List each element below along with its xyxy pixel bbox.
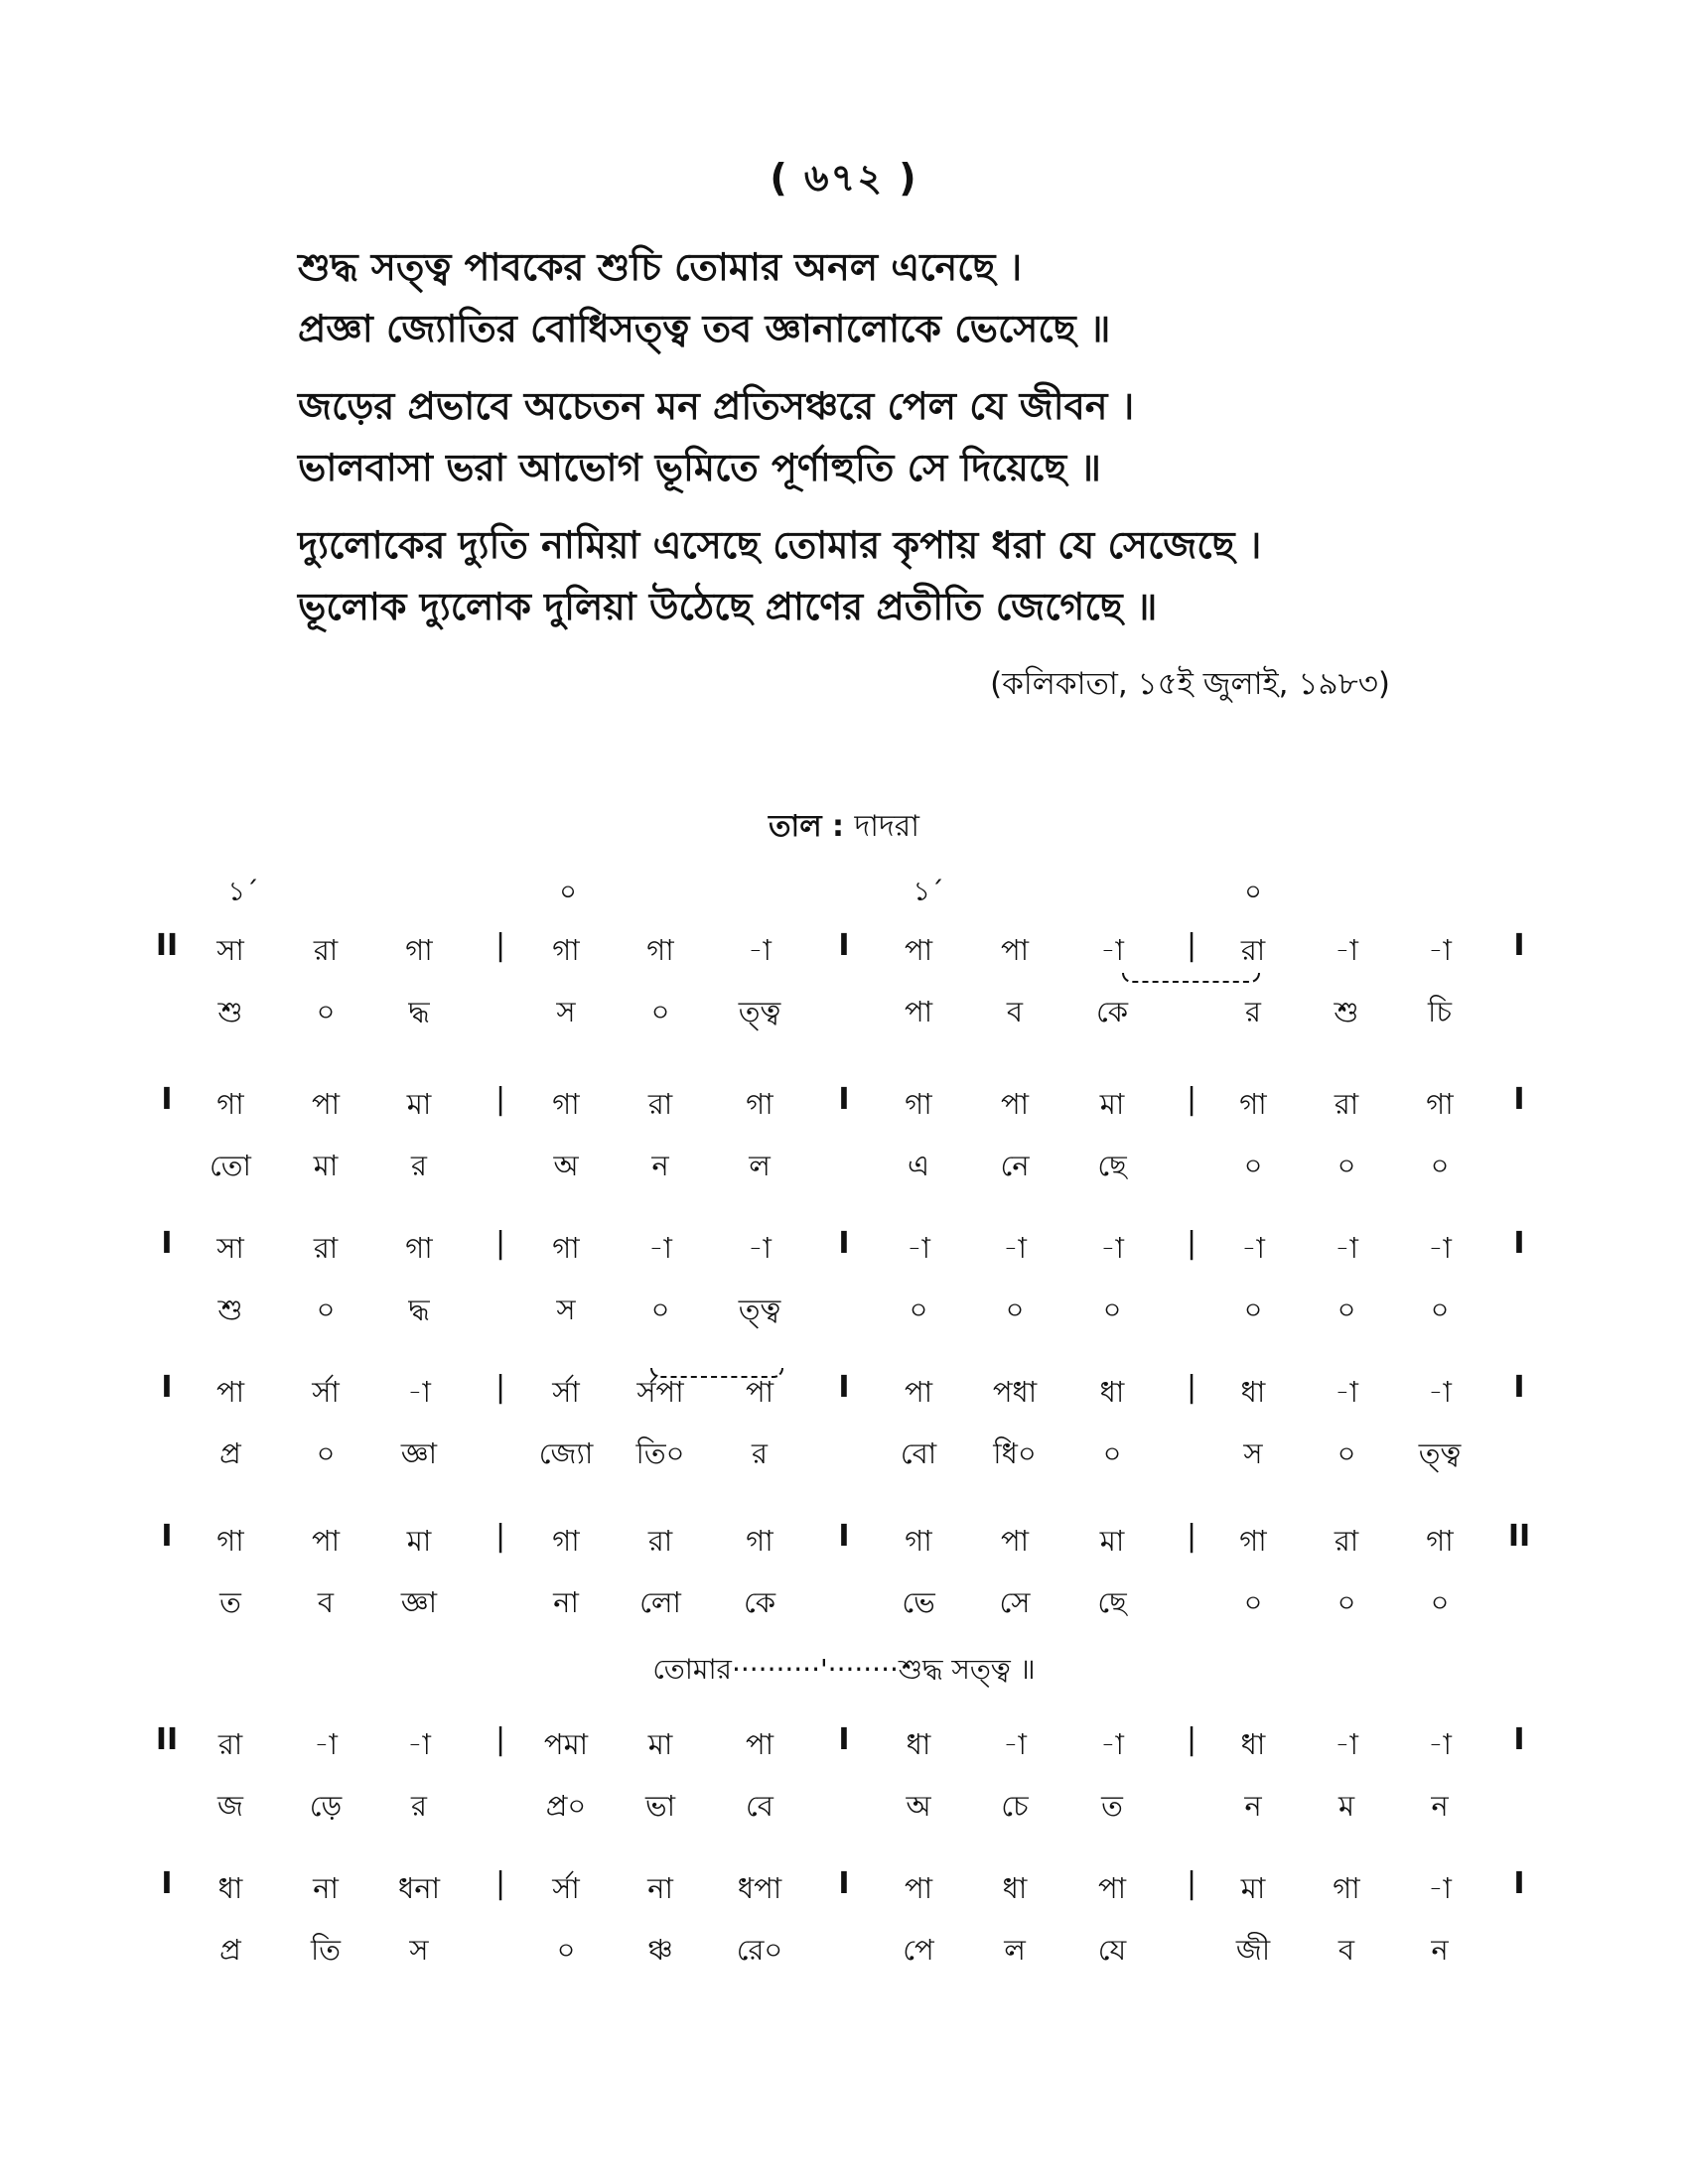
lyric-syllable: ০ [1336, 1436, 1356, 1470]
slur-mark [650, 1368, 783, 1378]
swara-note: -া [1335, 1727, 1358, 1761]
measure-bar: I [838, 1082, 850, 1117]
lyric-syllable: র [1245, 995, 1261, 1028]
swara-note: পা [215, 1375, 245, 1409]
swara-note: গা [746, 1087, 774, 1121]
swara-note: মা [1099, 1087, 1125, 1121]
swara-note: পা [745, 1375, 774, 1409]
swara-note: ধা [906, 1727, 931, 1761]
lyric-syllable: ন [1431, 1789, 1449, 1823]
swara-note: র্সা [312, 1375, 340, 1409]
swara-note: -া [1003, 1231, 1027, 1265]
lyric-syllable: ০ [1102, 1436, 1122, 1470]
lyric-syllable: ০ [1243, 1149, 1263, 1182]
lyric-syllable: বে [746, 1789, 774, 1823]
swara-note: -া [1335, 1375, 1358, 1409]
swara-note: সা [216, 933, 244, 967]
lyric-syllable: ত্ত্ব [738, 995, 781, 1028]
lyric-syllable: ত [1101, 1789, 1123, 1823]
beat-divider: | [494, 928, 506, 963]
swara-note: -া [648, 1231, 672, 1265]
measure-bar: I [838, 1722, 850, 1757]
swara-note: পা [1000, 933, 1030, 967]
lyric-syllable: অ [906, 1789, 931, 1823]
swara-note: র্সা [552, 1375, 580, 1409]
swara-note: পা [1097, 1871, 1127, 1905]
lyric-syllable: স [409, 1933, 429, 1967]
lyric-syllable: র [752, 1436, 768, 1470]
lyric-syllable: ম [1337, 1789, 1355, 1823]
beat-mark: ১´ [227, 877, 259, 907]
row-end-bar: I [1513, 1866, 1525, 1901]
lyric-syllable: ০ [1243, 1293, 1263, 1326]
swara-note: গা [746, 1524, 774, 1558]
lyric-syllable: ব [1337, 1933, 1355, 1967]
swara-note: পা [1000, 1087, 1030, 1121]
lyric-line: প্রজ্ঞা জ্যোতির বোধিসত্ত্ব তব জ্ঞানালোকে ভেসেছে ॥ [298, 307, 1111, 350]
swara-note: -া [1100, 1231, 1124, 1265]
lyric-syllable: চে [1001, 1789, 1029, 1823]
swara-note: পা [745, 1727, 774, 1761]
measure-bar: I [838, 1226, 850, 1261]
swara-note: রা [647, 1087, 673, 1121]
swara-note: ধা [217, 1871, 243, 1905]
lyric-syllable: জ [217, 1789, 243, 1823]
row-start-bar: II [155, 1722, 179, 1757]
lyric-syllable: ০ [650, 1293, 670, 1326]
lyric-syllable: নে [1000, 1149, 1030, 1182]
lyric-syllable: র [411, 1789, 427, 1823]
swara-note: মা [406, 1524, 432, 1558]
lyric-syllable: ০ [1430, 1149, 1450, 1182]
lyric-syllable: যে [1097, 1933, 1127, 1967]
swara-note: গা [216, 1524, 244, 1558]
lyric-syllable: মা [313, 1149, 339, 1182]
swara-note: -া [1335, 1231, 1358, 1265]
lyric-syllable: ঞ্চ [647, 1933, 673, 1967]
lyric-syllable: তি [310, 1933, 342, 1967]
taal-value: দাদরা [854, 809, 919, 844]
lyric-syllable: ০ [1430, 1585, 1450, 1619]
lyric-syllable: ০ [1005, 1293, 1025, 1326]
swara-note: পধা [992, 1375, 1038, 1409]
swara-note: গা [552, 1087, 580, 1121]
swara-note: পা [904, 1871, 933, 1905]
lyric-syllable: ন [1431, 1933, 1449, 1967]
taal-heading [0, 802, 1688, 853]
lyric-syllable: প্র [219, 1436, 241, 1470]
lyric-syllable: ছে [1097, 1149, 1127, 1182]
swara-note: গা [1239, 1524, 1267, 1558]
swara-note: মা [647, 1727, 673, 1761]
swara-note: -া [407, 1727, 431, 1761]
swara-note: মা [1099, 1524, 1125, 1558]
swara-note: গা [552, 933, 580, 967]
swara-note: রা [1334, 1524, 1359, 1558]
swara-note: গা [1426, 1524, 1454, 1558]
beat-divider: | [1186, 1082, 1197, 1117]
lyric-syllable: জ্ঞা [400, 1585, 438, 1619]
beat-divider: | [1186, 1519, 1197, 1554]
swara-note: -া [748, 933, 772, 967]
beat-divider: | [494, 1370, 506, 1405]
lyric-syllable: জ্ঞা [400, 1436, 438, 1470]
beat-divider: | [1186, 1226, 1197, 1261]
lyric-syllable: চি [1428, 995, 1452, 1028]
swara-note: গা [646, 933, 674, 967]
lyric-syllable: ০ [909, 1293, 928, 1326]
swara-note: গা [1426, 1087, 1454, 1121]
lyric-syllable: ত্ত্ব [738, 1293, 781, 1326]
measure-bar: I [838, 1519, 850, 1554]
measure-bar: I [838, 1370, 850, 1405]
lyric-syllable: ০ [1336, 1585, 1356, 1619]
row-end-bar: I [1513, 1226, 1525, 1261]
swara-note: গা [216, 1087, 244, 1121]
swara-note: গা [405, 933, 433, 967]
lyric-syllable: ন [651, 1149, 669, 1182]
swara-note: -া [1428, 1231, 1452, 1265]
lyric-syllable: এ [907, 1149, 930, 1182]
taal-label: তাল : [769, 809, 845, 844]
lyric-syllable: ত [219, 1585, 241, 1619]
refrain-line: তোমার··········'········শুদ্ধ সত্ত্ব ॥ [652, 1653, 1036, 1686]
lyric-syllable: ০ [316, 1436, 336, 1470]
swara-note: ধপা [737, 1871, 782, 1905]
lyric-syllable: তি০ [635, 1436, 685, 1470]
row-start-bar: II [155, 928, 179, 963]
lyric-syllable: লো [639, 1585, 681, 1619]
row-start-bar: I [161, 1082, 173, 1117]
lyric-syllable: ল [749, 1149, 771, 1182]
swara-note: রা [1334, 1087, 1359, 1121]
lyric-line: দ্যুলোকের দ্যুতি নামিয়া এসেছে তোমার কৃপায় ধরা যে সেজেছে । [298, 523, 1262, 567]
lyric-syllable: ০ [1102, 1293, 1122, 1326]
lyric-syllable: জী [1235, 1933, 1271, 1967]
beat-mark: ০ [559, 877, 577, 907]
lyric-syllable: ০ [316, 1293, 336, 1326]
swara-note: রা [217, 1727, 243, 1761]
lyric-syllable: প্র০ [545, 1789, 587, 1823]
swara-note: র্সপা [636, 1375, 684, 1409]
beat-divider: | [1186, 1370, 1197, 1405]
row-end-bar: I [1513, 928, 1525, 963]
beat-divider: | [494, 1082, 506, 1117]
swara-note: মা [1240, 1871, 1266, 1905]
beat-divider: | [1186, 928, 1197, 963]
swara-note: -া [1100, 933, 1124, 967]
lyric-syllable: ন [1244, 1789, 1262, 1823]
swara-note: না [647, 1871, 673, 1905]
lyric-syllable: স [556, 995, 576, 1028]
row-end-bar: I [1513, 1370, 1525, 1405]
lyric-syllable: ত্ত্ব [1418, 1436, 1462, 1470]
lyric-syllable: পে [903, 1933, 934, 1967]
beat-divider: | [494, 1866, 506, 1901]
lyric-syllable: জ্যো [538, 1436, 594, 1470]
swara-note: -া [314, 1727, 338, 1761]
lyric-syllable: র [411, 1149, 427, 1182]
swara-note: -া [748, 1231, 772, 1265]
swara-note: ধা [1002, 1871, 1028, 1905]
lyric-syllable: পা [904, 995, 933, 1028]
swara-note: রা [1240, 933, 1266, 967]
beat-mark: ০ [1244, 877, 1262, 907]
lyric-syllable: ভা [644, 1789, 676, 1823]
beat-divider: | [1186, 1722, 1197, 1757]
swara-note: গা [1239, 1087, 1267, 1121]
swara-note: রা [647, 1524, 673, 1558]
lyric-syllable: ০ [1430, 1293, 1450, 1326]
lyric-syllable: তো [210, 1149, 251, 1182]
swara-note: রা [313, 933, 339, 967]
swara-note: গা [1333, 1871, 1360, 1905]
lyric-syllable: কে [1095, 995, 1129, 1028]
lyric-line: জড়ের প্রভাবে অচেতন মন প্রতিসঞ্চরে পেল যে জীবন । [298, 384, 1135, 428]
lyric-syllable: কে [743, 1585, 776, 1619]
swara-note: -া [1100, 1727, 1124, 1761]
lyric-syllable: স [1243, 1436, 1263, 1470]
lyric-syllable: ধি০ [993, 1436, 1037, 1470]
swara-note: পা [904, 1375, 933, 1409]
swara-note: -া [1428, 1375, 1452, 1409]
swara-note: গা [405, 1231, 433, 1265]
lyric-syllable: ব [1006, 995, 1024, 1028]
lyric-syllable: না [553, 1585, 579, 1619]
swara-note: পা [904, 933, 933, 967]
row-start-bar: I [161, 1866, 173, 1901]
beat-divider: | [494, 1722, 506, 1757]
swara-note: গা [552, 1524, 580, 1558]
lyric-syllable: ০ [1336, 1293, 1356, 1326]
beat-mark: ১´ [913, 877, 944, 907]
lyric-syllable: শু [1334, 995, 1359, 1028]
lyric-line: ভূলোক দ্যুলোক দুলিয়া উঠেছে প্রাণের প্রতীতি জেগেছে ॥ [298, 585, 1158, 628]
lyric-syllable: ভে [902, 1585, 935, 1619]
beat-divider: | [1186, 1866, 1197, 1901]
lyric-line: শুদ্ধ সত্ত্ব পাবকের শুচি তোমার অনল এনেছে । [298, 245, 1023, 289]
page-number: ( ৬৭২ ) [770, 156, 918, 200]
swara-note: পা [311, 1087, 341, 1121]
swara-note: পমা [543, 1727, 589, 1761]
lyric-syllable: স [556, 1293, 576, 1326]
swara-note: মা [406, 1087, 432, 1121]
swara-note: -া [907, 1231, 930, 1265]
swara-note: সা [216, 1231, 244, 1265]
lyric-syllable: সে [999, 1585, 1031, 1619]
lyric-syllable: ব [317, 1585, 335, 1619]
slur-mark [1122, 973, 1260, 983]
measure-bar: I [838, 1866, 850, 1901]
swara-note: -া [1428, 933, 1452, 967]
swara-note: -া [1428, 1871, 1452, 1905]
swara-note: র্সা [552, 1871, 580, 1905]
swara-note: রা [313, 1231, 339, 1265]
swara-note: ধনা [398, 1871, 440, 1905]
swara-note: -া [407, 1375, 431, 1409]
swara-note: গা [552, 1231, 580, 1265]
measure-bar: I [838, 928, 850, 963]
swara-note: ধা [1099, 1375, 1125, 1409]
swara-note: ধা [1240, 1727, 1266, 1761]
swara-note: -া [1241, 1231, 1265, 1265]
lyric-syllable: প্র [219, 1933, 241, 1967]
lyric-syllable: বো [900, 1436, 937, 1470]
attribution: (কলিকাতা, ১৫ই জুলাই, ১৯৮৩) [990, 666, 1390, 702]
lyric-syllable: ০ [556, 1933, 576, 1967]
row-end-bar: II [1507, 1519, 1531, 1554]
lyric-syllable: ০ [316, 995, 336, 1028]
beat-divider: | [494, 1226, 506, 1261]
row-end-bar: I [1513, 1082, 1525, 1117]
lyric-syllable: দ্ধ [408, 995, 430, 1028]
lyric-line: ভালবাসা ভরা আভোগ ভূমিতে পূর্ণাহুতি সে দিয়েছে ॥ [298, 446, 1101, 489]
lyric-syllable: ০ [1336, 1149, 1356, 1182]
lyric-syllable: অ [553, 1149, 579, 1182]
swara-note: পা [311, 1524, 341, 1558]
row-start-bar: I [161, 1519, 173, 1554]
lyric-syllable: শু [217, 995, 243, 1028]
lyric-syllable: ড়ে [309, 1789, 343, 1823]
swara-note: গা [905, 1087, 932, 1121]
beat-divider: | [494, 1519, 506, 1554]
lyric-syllable: ছে [1097, 1585, 1127, 1619]
swara-note: গা [905, 1524, 932, 1558]
swara-note: -া [1003, 1727, 1027, 1761]
swara-note: ধা [1240, 1375, 1266, 1409]
swara-note: পা [1000, 1524, 1030, 1558]
swara-note: না [313, 1871, 339, 1905]
swara-note: -া [1335, 933, 1358, 967]
row-start-bar: I [161, 1226, 173, 1261]
lyric-syllable: ০ [1243, 1585, 1263, 1619]
lyric-syllable: দ্ধ [408, 1293, 430, 1326]
swara-note: -া [1428, 1727, 1452, 1761]
row-start-bar: I [161, 1370, 173, 1405]
lyric-syllable: শু [217, 1293, 243, 1326]
lyric-syllable: ল [1004, 1933, 1026, 1967]
row-end-bar: I [1513, 1722, 1525, 1757]
lyric-syllable: ০ [650, 995, 670, 1028]
lyric-syllable: রে০ [736, 1933, 783, 1967]
